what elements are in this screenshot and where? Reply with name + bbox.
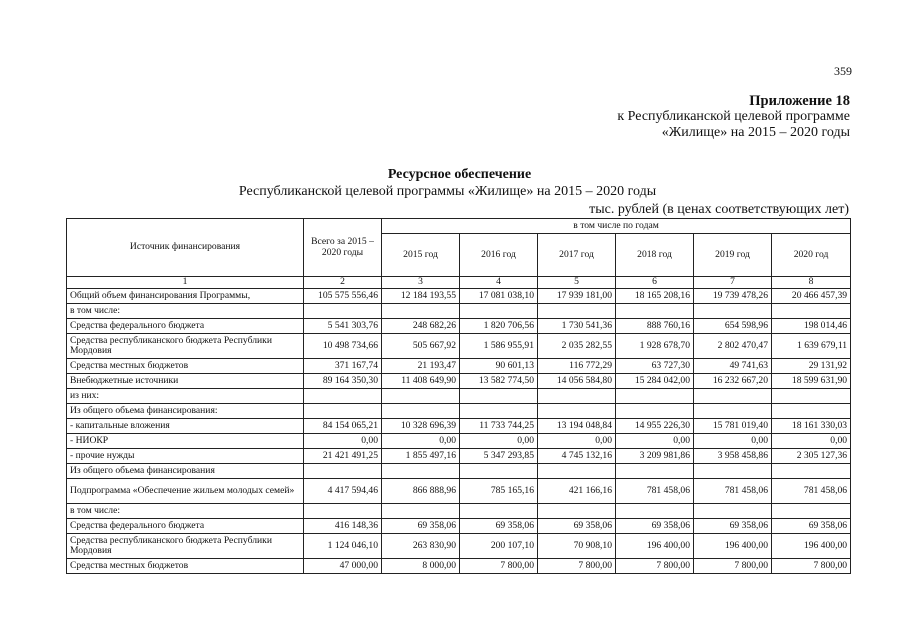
row-value — [382, 504, 460, 519]
row-label: Средства местных бюджетов — [67, 359, 304, 374]
row-value: 29 131,92 — [772, 359, 851, 374]
row-value — [616, 464, 694, 479]
row-value — [538, 404, 616, 419]
row-label: Средства республиканского бюджета Республики Мордовия — [67, 534, 304, 559]
row-value — [460, 504, 538, 519]
row-value: 4 417 594,46 — [304, 479, 382, 504]
row-value: 5 347 293,85 — [460, 449, 538, 464]
row-value: 47 000,00 — [304, 559, 382, 574]
row-value: 248 682,26 — [382, 319, 460, 334]
row-value: 49 741,63 — [694, 359, 772, 374]
table-row — [67, 389, 851, 404]
row-value: 2 035 282,55 — [538, 334, 616, 359]
row-value: 20 466 457,39 — [772, 289, 851, 304]
row-value: 781 458,06 — [772, 479, 851, 504]
row-value: 8 000,00 — [382, 559, 460, 574]
column-number: 8 — [772, 277, 851, 289]
row-value — [694, 464, 772, 479]
row-value: 781 458,06 — [616, 479, 694, 504]
row-value: 21 421 491,25 — [304, 449, 382, 464]
column-number: 7 — [694, 277, 772, 289]
table-row — [67, 479, 851, 504]
row-value — [382, 389, 460, 404]
row-label: Внебюджетные источники — [67, 374, 304, 389]
column-number: 1 — [67, 277, 304, 289]
row-value — [460, 464, 538, 479]
row-value — [772, 404, 851, 419]
row-value: 7 800,00 — [460, 559, 538, 574]
row-value: 69 358,06 — [616, 519, 694, 534]
row-value: 1 820 706,56 — [460, 319, 538, 334]
row-value: 90 601,13 — [460, 359, 538, 374]
row-value: 196 400,00 — [694, 534, 772, 559]
row-value — [616, 389, 694, 404]
row-value: 18 599 631,90 — [772, 374, 851, 389]
row-label: Подпрограмма «Обеспечение жильем молодых семей» — [67, 479, 304, 504]
table-row — [67, 419, 851, 434]
row-value — [382, 464, 460, 479]
row-label: Из общего объема финансирования: — [67, 404, 304, 419]
row-value: 196 400,00 — [616, 534, 694, 559]
appendix-line-2: «Жилище» на 2015 – 2020 годы — [661, 125, 850, 140]
column-number: 6 — [616, 277, 694, 289]
row-value: 1 855 497,16 — [382, 449, 460, 464]
row-value — [772, 504, 851, 519]
column-number: 3 — [382, 277, 460, 289]
row-value: 105 575 556,46 — [304, 289, 382, 304]
row-value — [616, 404, 694, 419]
row-value: 69 358,06 — [694, 519, 772, 534]
row-value: 69 358,06 — [772, 519, 851, 534]
row-value — [538, 389, 616, 404]
row-value: 63 727,30 — [616, 359, 694, 374]
row-value: 12 184 193,55 — [382, 289, 460, 304]
row-value: 13 582 774,50 — [460, 374, 538, 389]
row-label: - капитальные вложения — [67, 419, 304, 434]
column-number: 5 — [538, 277, 616, 289]
row-value — [382, 404, 460, 419]
row-value: 14 056 584,80 — [538, 374, 616, 389]
row-value: 14 955 226,30 — [616, 419, 694, 434]
row-value: 781 458,06 — [694, 479, 772, 504]
row-value — [304, 304, 382, 319]
table-row — [67, 534, 851, 559]
header-year: 2020 год — [772, 234, 851, 277]
row-value: 0,00 — [772, 434, 851, 449]
row-value — [616, 304, 694, 319]
table-row — [67, 359, 851, 374]
units-note: тыс. рублей (в ценах соответствующих лет) — [589, 202, 849, 217]
table-row — [67, 434, 851, 449]
row-value: 16 232 667,20 — [694, 374, 772, 389]
table-row — [67, 519, 851, 534]
row-value: 19 739 478,26 — [694, 289, 772, 304]
row-value — [304, 464, 382, 479]
row-value: 17 081 038,10 — [460, 289, 538, 304]
row-value: 7 800,00 — [616, 559, 694, 574]
header-year: 2017 год — [538, 234, 616, 277]
row-value: 69 358,06 — [538, 519, 616, 534]
document-subtitle: Республиканской целевой программы «Жилище» на 2015 – 2020 годы — [238, 184, 657, 199]
resource-table — [66, 218, 851, 574]
row-value: 116 772,29 — [538, 359, 616, 374]
row-value — [694, 389, 772, 404]
row-value — [772, 464, 851, 479]
row-value: 0,00 — [382, 434, 460, 449]
row-value: 2 305 127,36 — [772, 449, 851, 464]
row-value: 654 598,96 — [694, 319, 772, 334]
row-value: 371 167,74 — [304, 359, 382, 374]
row-value: 11 733 744,25 — [460, 419, 538, 434]
table-body — [67, 289, 851, 574]
header-year: 2015 год — [382, 234, 460, 277]
header-total: Всего за 2015 – 2020 годы — [304, 219, 382, 277]
table-row — [67, 374, 851, 389]
table-row — [67, 319, 851, 334]
row-value: 10 328 696,39 — [382, 419, 460, 434]
column-number: 2 — [304, 277, 382, 289]
row-value — [538, 304, 616, 319]
row-label: - НИОКР — [67, 434, 304, 449]
row-value: 0,00 — [304, 434, 382, 449]
row-value — [460, 404, 538, 419]
row-label: Общий объем финансирования Программы, — [67, 289, 304, 304]
row-value: 2 802 470,47 — [694, 334, 772, 359]
row-label: из них: — [67, 389, 304, 404]
row-value — [460, 389, 538, 404]
table-row — [67, 334, 851, 359]
table-row — [67, 449, 851, 464]
row-value: 13 194 048,84 — [538, 419, 616, 434]
row-value: 198 014,46 — [772, 319, 851, 334]
row-value: 263 830,90 — [382, 534, 460, 559]
row-value: 0,00 — [538, 434, 616, 449]
row-value — [382, 304, 460, 319]
row-value: 866 888,96 — [382, 479, 460, 504]
row-value: 5 541 303,76 — [304, 319, 382, 334]
row-label: в том числе: — [67, 504, 304, 519]
row-value: 21 193,47 — [382, 359, 460, 374]
row-label: Средства республиканского бюджета Республики Мордовия — [67, 334, 304, 359]
row-value: 1 124 046,10 — [304, 534, 382, 559]
row-value: 3 209 981,86 — [616, 449, 694, 464]
row-value — [772, 389, 851, 404]
row-value — [538, 504, 616, 519]
row-value: 0,00 — [616, 434, 694, 449]
table-row — [67, 464, 851, 479]
row-value: 1 586 955,91 — [460, 334, 538, 359]
row-value: 70 908,10 — [538, 534, 616, 559]
header-by-years: в том числе по годам — [382, 219, 851, 234]
row-value — [772, 304, 851, 319]
row-label: в том числе: — [67, 304, 304, 319]
table-row — [67, 559, 851, 574]
row-value: 0,00 — [694, 434, 772, 449]
row-value: 888 760,16 — [616, 319, 694, 334]
page-number: 359 — [834, 64, 852, 78]
appendix-line-1: к Республиканской целевой программе — [617, 109, 850, 124]
row-value: 69 358,06 — [382, 519, 460, 534]
row-value: 11 408 649,90 — [382, 374, 460, 389]
row-value: 1 730 541,36 — [538, 319, 616, 334]
row-label: Средства местных бюджетов — [67, 559, 304, 574]
column-number: 4 — [460, 277, 538, 289]
row-label: Из общего объема финансирования — [67, 464, 304, 479]
row-value: 69 358,06 — [460, 519, 538, 534]
row-value — [304, 404, 382, 419]
header-year: 2016 год — [460, 234, 538, 277]
row-value: 0,00 — [460, 434, 538, 449]
table-row — [67, 304, 851, 319]
header-year: 2018 год — [616, 234, 694, 277]
row-value: 1 928 678,70 — [616, 334, 694, 359]
row-value: 200 107,10 — [460, 534, 538, 559]
row-value — [694, 504, 772, 519]
row-value: 3 958 458,86 — [694, 449, 772, 464]
header-source: Источник финансирования — [67, 219, 304, 277]
row-value: 7 800,00 — [694, 559, 772, 574]
row-value — [694, 304, 772, 319]
row-value — [616, 504, 694, 519]
row-value: 421 166,16 — [538, 479, 616, 504]
row-value — [538, 464, 616, 479]
row-label: Средства федерального бюджета — [67, 519, 304, 534]
document-title: Ресурсное обеспечение — [387, 167, 532, 182]
row-value: 89 164 350,30 — [304, 374, 382, 389]
row-label: - прочие нужды — [67, 449, 304, 464]
row-value: 196 400,00 — [772, 534, 851, 559]
row-value: 1 639 679,11 — [772, 334, 851, 359]
row-value: 15 781 019,40 — [694, 419, 772, 434]
row-label: Средства федерального бюджета — [67, 319, 304, 334]
row-value: 10 498 734,66 — [304, 334, 382, 359]
table-row — [67, 504, 851, 519]
row-value: 785 165,16 — [460, 479, 538, 504]
row-value — [304, 504, 382, 519]
row-value: 4 745 132,16 — [538, 449, 616, 464]
row-value: 416 148,36 — [304, 519, 382, 534]
table-row — [67, 404, 851, 419]
row-value — [304, 389, 382, 404]
row-value: 15 284 042,00 — [616, 374, 694, 389]
row-value: 18 161 330,03 — [772, 419, 851, 434]
row-value — [460, 304, 538, 319]
header-year: 2019 год — [694, 234, 772, 277]
table-row — [67, 289, 851, 304]
appendix-title: Приложение 18 — [749, 93, 850, 109]
row-value: 7 800,00 — [772, 559, 851, 574]
row-value: 17 939 181,00 — [538, 289, 616, 304]
row-value: 84 154 065,21 — [304, 419, 382, 434]
row-value: 505 667,92 — [382, 334, 460, 359]
row-value: 18 165 208,16 — [616, 289, 694, 304]
row-value: 7 800,00 — [538, 559, 616, 574]
row-value — [694, 404, 772, 419]
document-heading — [0, 166, 905, 200]
appendix-block — [617, 93, 850, 141]
